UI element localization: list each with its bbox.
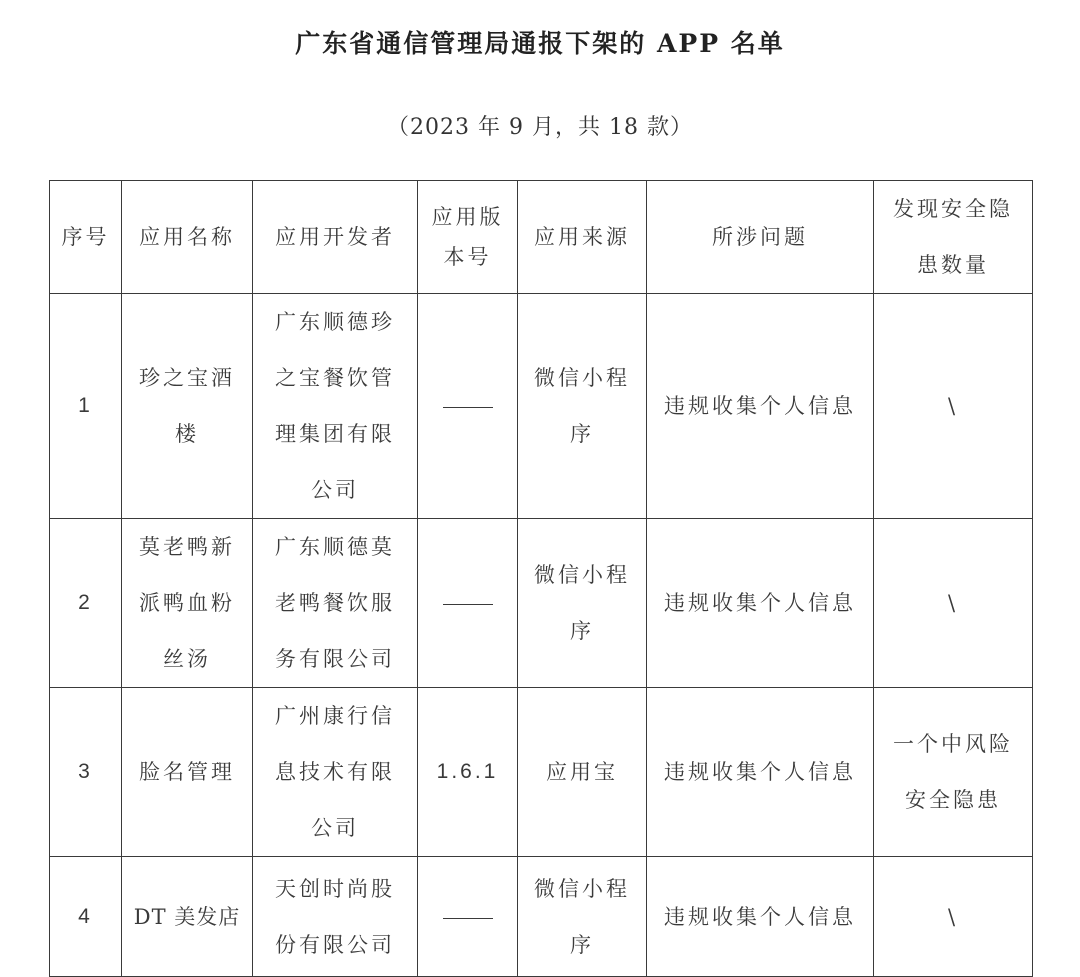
row-source: 微信小程序 — [518, 294, 647, 519]
row-risk-count: \ — [874, 294, 1033, 519]
row-issue: 违规收集个人信息 — [647, 857, 874, 977]
row-index: 1 — [50, 294, 122, 519]
table-header-row — [50, 181, 1033, 294]
table-row — [50, 857, 1033, 977]
header-developer: 应用开发者 — [253, 181, 418, 294]
header-version: 应用版本号 — [418, 181, 518, 294]
row-index: 3 — [50, 688, 122, 857]
row-source: 微信小程序 — [518, 857, 647, 977]
row-app-name: 珍之宝酒楼 — [122, 294, 253, 519]
row-risk-count: \ — [874, 519, 1033, 688]
row-issue: 违规收集个人信息 — [647, 519, 874, 688]
row-index: 2 — [50, 519, 122, 688]
row-version: 1.6.1 — [418, 688, 518, 857]
empty-dash — [443, 407, 493, 408]
document-title: 广东省通信管理局通报下架的 APP 名单 — [295, 29, 785, 58]
row-version — [418, 294, 518, 519]
row-issue: 违规收集个人信息 — [647, 294, 874, 519]
row-version — [418, 519, 518, 688]
header-issue: 所涉问题 — [647, 181, 874, 294]
table-row — [50, 294, 1033, 519]
row-source: 微信小程序 — [518, 519, 647, 688]
header-source: 应用来源 — [518, 181, 647, 294]
app-list-table — [49, 180, 1033, 977]
row-app-name: DT 美发店 — [122, 857, 253, 977]
row-risk-count: \ — [874, 857, 1033, 977]
row-app-name: 脸名管理 — [122, 688, 253, 857]
table-row — [50, 519, 1033, 688]
empty-dash — [443, 604, 493, 605]
document-subtitle: （2023 年 9 月，共 18 款） — [387, 115, 693, 140]
empty-dash — [443, 918, 493, 919]
row-app-name: 莫老鸭新派鸭血粉丝汤 — [122, 519, 253, 688]
header-app-name: 应用名称 — [122, 181, 253, 294]
row-risk-count: 一个中风险安全隐患 — [874, 688, 1033, 857]
row-developer: 广州康行信息技术有限公司 — [253, 688, 418, 857]
row-developer: 天创时尚股份有限公司 — [253, 857, 418, 977]
row-issue: 违规收集个人信息 — [647, 688, 874, 857]
header-index: 序号 — [50, 181, 122, 294]
row-version — [418, 857, 518, 977]
table-row — [50, 688, 1033, 857]
row-developer: 广东顺德珍之宝餐饮管理集团有限公司 — [253, 294, 418, 519]
row-index: 4 — [50, 857, 122, 977]
row-developer: 广东顺德莫老鸭餐饮服务有限公司 — [253, 519, 418, 688]
row-source: 应用宝 — [518, 688, 647, 857]
header-risk-count: 发现安全隐患数量 — [874, 181, 1033, 294]
